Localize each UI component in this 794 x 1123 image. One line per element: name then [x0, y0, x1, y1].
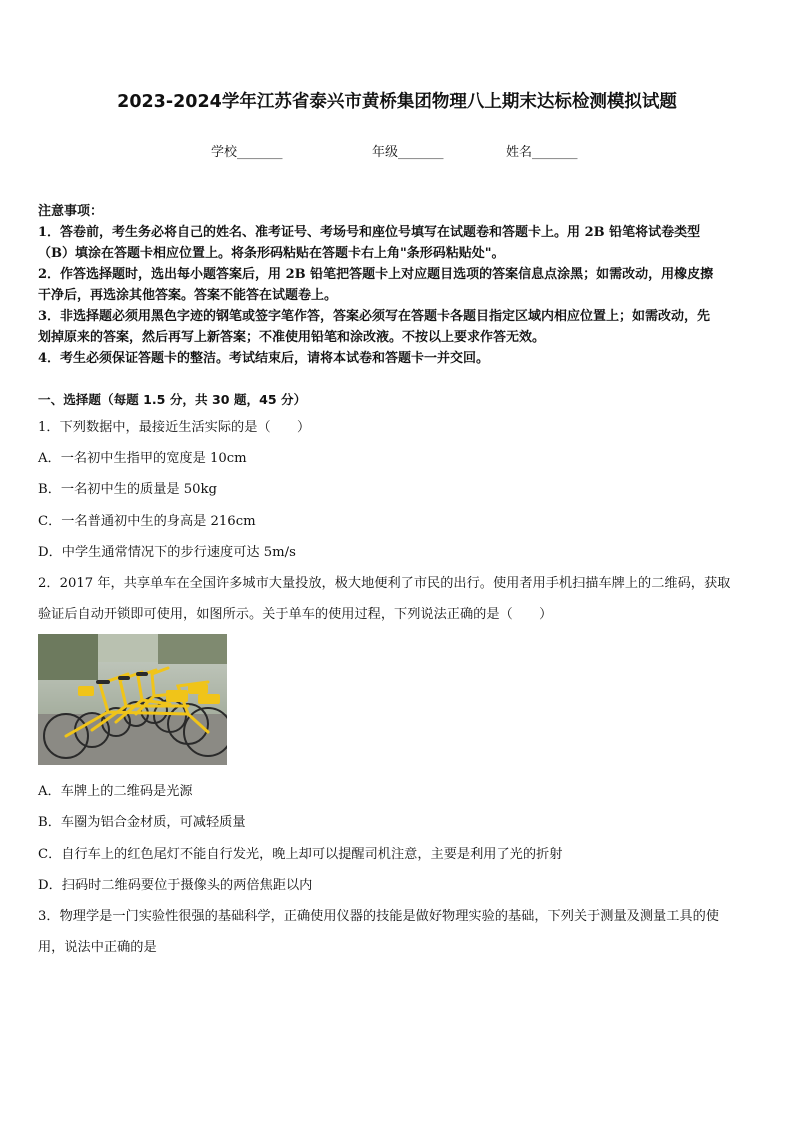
question-2-option-d: D．扫码时二维码要位于摄像头的两倍焦距以内 — [38, 878, 313, 893]
notes-block — [38, 201, 758, 369]
question-2-stem-line: 验证后自动开锁即可使用，如图所示。关于单车的使用过程，下列说法正确的是（ ） — [38, 607, 553, 622]
notes-line: 2．作答选择题时，选出每小题答案后，用 2B 铅笔把答题卡上对应题目选项的答案信息点涂黑；如需改动，用橡皮擦 — [38, 267, 714, 282]
question-3-stem-line: 3．物理学是一门实验性很强的基础科学，正确使用仪器的技能是做好物理实验的基础，下列关于测量及测量工具的使 — [38, 909, 719, 924]
question-2-option-a: A．车牌上的二维码是光源 — [38, 784, 193, 799]
question-2-option-c: C．自行车上的红色尾灯不能自行发光，晚上却可以提醒司机注意，主要是利用了光的折射 — [38, 847, 563, 862]
question-1-option-a: A．一名初中生指甲的宽度是 10cm — [38, 451, 247, 466]
section-heading: 一、选择题（每题 1.5 分，共 30 题，45 分） — [38, 392, 307, 407]
question-1-option-b: B．一名初中生的质量是 50kg — [38, 482, 217, 497]
question-3-stem-line: 用，说法中正确的是 — [38, 940, 157, 955]
grade-field: 年级_______ — [372, 145, 444, 160]
notes-line: （B）填涂在答题卡相应位置上。将条形码粘贴在答题卡右上角"条形码粘贴处"。 — [38, 246, 505, 261]
question-1-option-d: D．中学生通常情况下的步行速度可达 5m/s — [38, 545, 296, 560]
question-2-option-b: B．车圈为铝合金材质，可减轻质量 — [38, 815, 246, 830]
notes-line: 3．非选择题必须用黑色字迹的钢笔或签字笔作答，答案必须写在答题卡各题目指定区域内相应位置上；如需改动，先 — [38, 309, 711, 324]
page-title: 2023-2024学年江苏省泰兴市黄桥集团物理八上期末达标检测模拟试题 — [117, 92, 677, 112]
bicycles-photo — [38, 634, 227, 765]
question-2-stem-line: 2．2017 年，共享单车在全国许多城市大量投放，极大地便利了市民的出行。使用者用手机扫描车牌上的二维码，获取 — [38, 576, 731, 591]
name-field: 姓名_______ — [506, 145, 578, 160]
school-field: 学校_______ — [211, 145, 283, 160]
notes-heading: 注意事项： — [38, 204, 104, 219]
notes-line: 1．答卷前，考生务必将自己的姓名、准考证号、考场号和座位号填写在试题卷和答题卡上。用 2B 铅笔将试卷类型 — [38, 225, 701, 240]
question-1-option-c: C．一名普通初中生的身高是 216cm — [38, 514, 256, 529]
question-1-stem: 1．下列数据中，最接近生活实际的是（ ） — [38, 420, 311, 435]
notes-line: 4．考生必须保证答题卡的整洁。考试结束后，请将本试卷和答题卡一并交回。 — [38, 351, 490, 366]
notes-line: 划掉原来的答案，然后再写上新答案；不准使用铅笔和涂改液。不按以上要求作答无效。 — [38, 330, 546, 345]
notes-line: 干净后，再选涂其他答案。答案不能答在试题卷上。 — [38, 288, 338, 303]
